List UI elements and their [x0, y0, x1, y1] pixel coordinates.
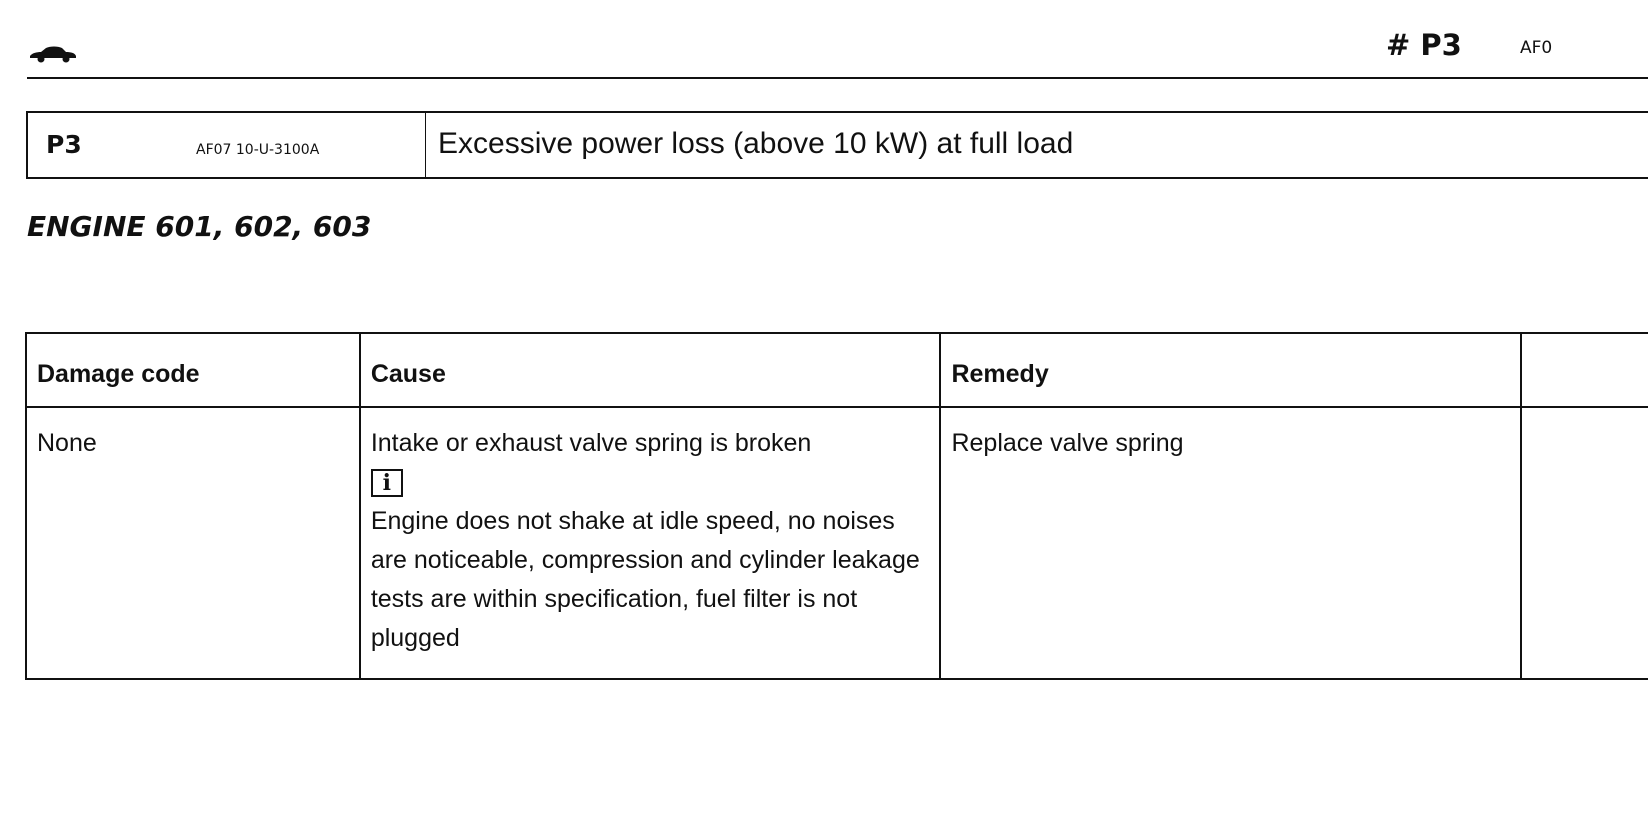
title-divider	[425, 113, 426, 177]
damage-table	[25, 332, 1648, 680]
damage-code-cell: None	[26, 407, 360, 679]
info-icon: i	[371, 469, 403, 497]
column-header-extra	[1521, 333, 1648, 407]
cause-text: Intake or exhaust valve spring is broken	[370, 429, 812, 457]
page-title: Excessive power loss (above 10 kW) at full load	[438, 127, 1074, 160]
remedy-cell: Replace valve spring	[940, 407, 1521, 679]
engine-heading: ENGINE 601, 602, 603	[27, 210, 372, 243]
document-reference: AF0	[1520, 38, 1553, 58]
title-box	[26, 111, 1648, 179]
page-reference: # P3	[1386, 28, 1462, 62]
cause-cell	[360, 407, 941, 679]
title-code: P3	[46, 130, 82, 159]
title-reference: AF07 10-U-3100A	[196, 142, 320, 158]
column-header-damage-code: Damage code	[26, 333, 360, 407]
table-header-row	[26, 333, 1648, 407]
car-icon	[28, 42, 78, 64]
cause-note: Engine does not shake at idle speed, no noises are noticeable, compression and cylinder leakage tests are within specification, fuel filter is not plugged	[370, 507, 920, 652]
table-row	[26, 407, 1648, 679]
column-header-cause: Cause	[360, 333, 941, 407]
extra-cell	[1521, 407, 1648, 679]
column-header-remedy: Remedy	[940, 333, 1521, 407]
header-divider	[27, 77, 1648, 79]
